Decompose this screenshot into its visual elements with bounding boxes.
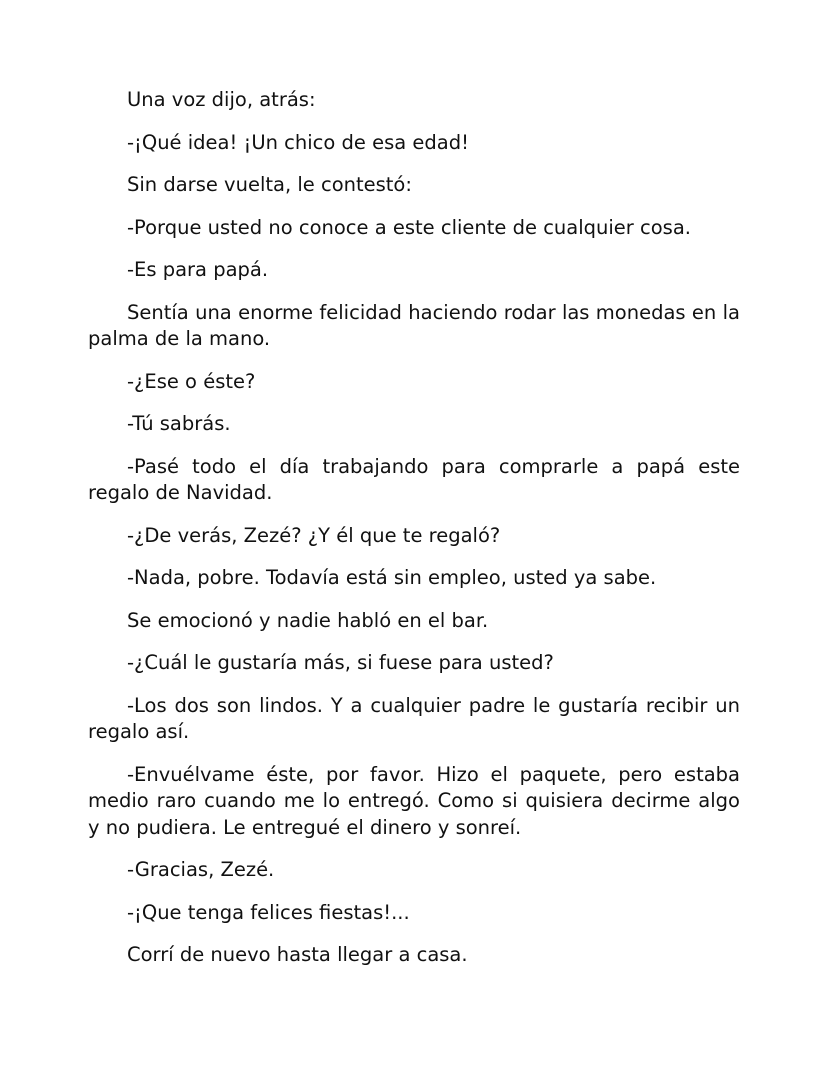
paragraph: -¿Ese o éste? [127, 369, 256, 393]
paragraph: -Es para papá. [127, 258, 269, 281]
paragraph: -Nada, pobre. Todavía está sin empleo, usted ya sabe. [127, 566, 657, 589]
paragraph: -Tú sabrás. [127, 412, 231, 435]
paragraph: Se emocionó y nadie habló en el bar. [127, 608, 489, 632]
paragraph: -Porque usted no conoce a este cliente de cualquier cosa. [127, 215, 691, 239]
paragraph: Una voz dijo, atrás: [127, 88, 316, 111]
paragraph: -Los dos son lindos. Y a cualquier padre le gustaría recibir un regalo así. [88, 693, 740, 743]
paragraph: -Pasé todo el día trabajando para comprarle a papá este regalo de Navidad. [88, 454, 740, 504]
document-page [88, 87, 740, 985]
paragraph: -Gracias, Zezé. [127, 858, 275, 881]
paragraph: -¿De verás, Zezé? ¿Y él que te regaló? [127, 523, 501, 547]
paragraph: -Envuélvame éste, por favor. Hizo el paquete, pero estaba medio raro cuando me lo entregó. Como si quisiera decirme algo y no pudiera. Le entregué el dinero y sonreí. [88, 762, 740, 839]
paragraph: -¡Que tenga felices fiestas!... [127, 900, 410, 924]
paragraph: Corrí de nuevo hasta llegar a casa. [127, 943, 468, 966]
paragraph: -¿Cuál le gustaría más, si fuese para usted? [127, 651, 554, 674]
paragraph: -¡Qué idea! ¡Un chico de esa edad! [127, 130, 469, 154]
paragraph: Sin darse vuelta, le contestó: [127, 173, 412, 196]
paragraph: Sentía una enorme felicidad haciendo rodar las monedas en la palma de la mano. [88, 300, 740, 350]
